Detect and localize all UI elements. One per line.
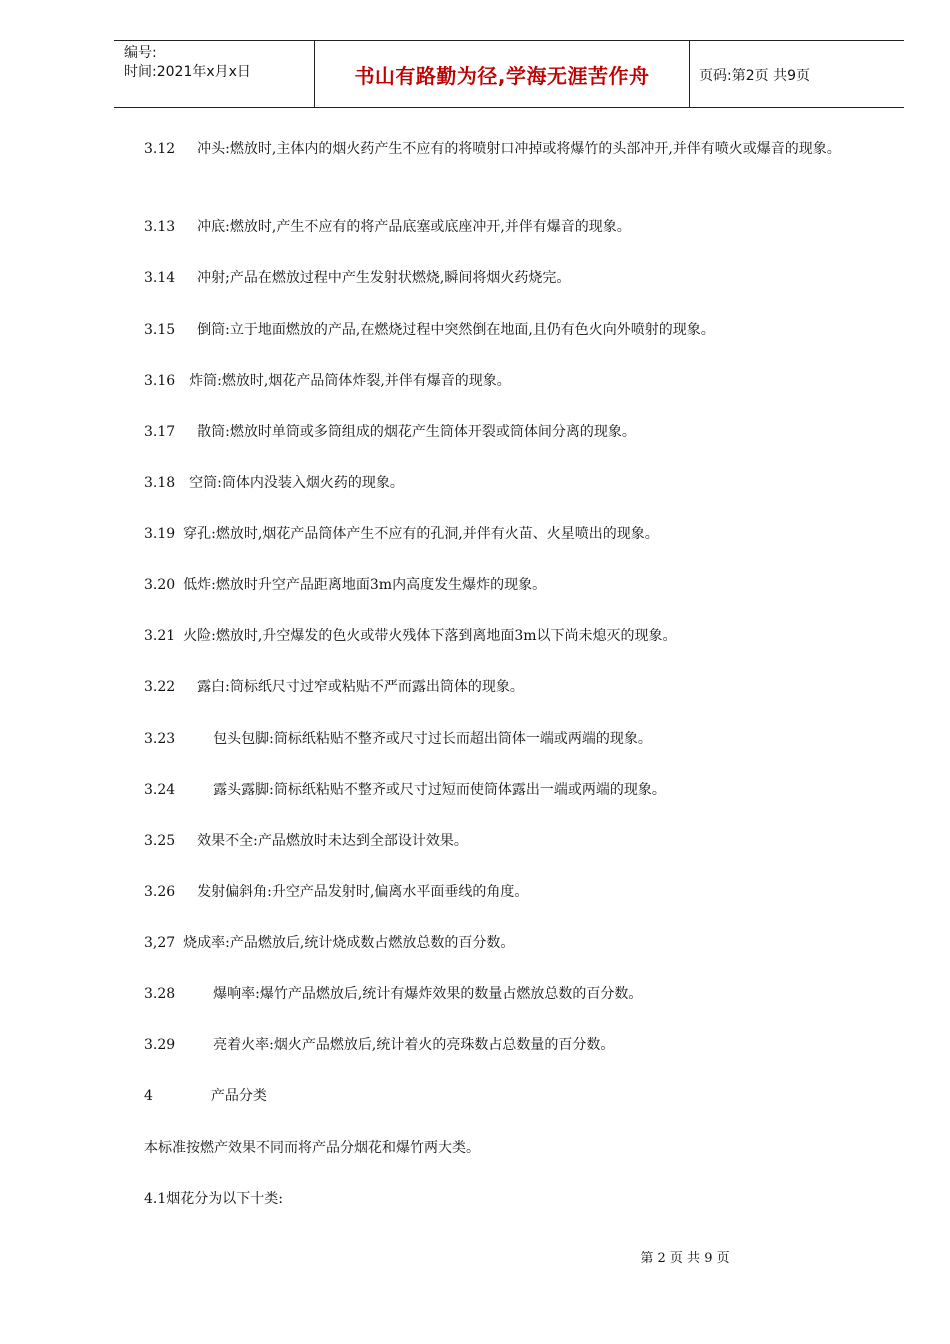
page-header	[114, 40, 904, 108]
clause-number: 4.1	[144, 1191, 167, 1207]
clause-text: 发射偏斜角:升空产品发射时,偏离水平面垂线的角度。	[197, 884, 529, 900]
clause-3-26	[144, 879, 874, 905]
clause-text: 亮着火率:烟火产品燃放后,统计着火的亮珠数占总数量的百分数。	[213, 1037, 615, 1053]
clause-text: 低炸:燃放时升空产品距离地面3m内高度发生爆炸的现象。	[183, 577, 547, 593]
clause-3-20	[144, 572, 874, 598]
section-4-intro	[144, 1135, 874, 1161]
clause-3-24	[144, 777, 874, 803]
clause-text: 冲底:燃放时,产生不应有的将产品底塞或底座冲开,并伴有爆音的现象。	[197, 219, 631, 235]
clause-3-12	[144, 136, 874, 162]
section-4-heading	[144, 1083, 874, 1109]
clause-number: 3.21	[144, 628, 176, 644]
clause-text: 爆响率:爆竹产品燃放后,统计有爆炸效果的数量占燃放总数的百分数。	[213, 986, 643, 1002]
clause-text: 冲射;产品在燃放过程中产生发射状燃烧,瞬间将烟火药烧完。	[197, 270, 571, 286]
section-title: 产品分类	[210, 1088, 267, 1104]
clause-number: 3.16	[144, 373, 176, 389]
header-meta	[114, 41, 314, 107]
clause-number: 3.26	[144, 884, 176, 900]
clause-3-27	[144, 930, 874, 956]
clause-text: 效果不全:产品燃放时未达到全部设计效果。	[197, 833, 468, 849]
clause-number: 3.29	[144, 1037, 176, 1053]
clause-3-17	[144, 419, 874, 445]
clause-3-21	[144, 623, 874, 649]
doc-time-label: 时间:2021年x月x日	[124, 64, 251, 80]
clause-text: 空筒:筒体内没装入烟火药的现象。	[189, 475, 404, 491]
clause-number: 3.15	[144, 322, 176, 338]
section-number: 4	[144, 1088, 153, 1104]
clause-number: 3.12	[144, 141, 176, 157]
clause-3-18	[144, 470, 874, 496]
clause-text: 烟花分为以下十类:	[166, 1191, 283, 1207]
clause-number: 3.18	[144, 475, 176, 491]
clause-number: 3,27	[144, 935, 176, 951]
clause-3-22	[144, 674, 874, 700]
clause-text: 火险:燃放时,升空爆发的色火或带火残体下落到离地面3m以下尚未熄灭的现象。	[183, 628, 677, 644]
clause-number: 3.23	[144, 731, 176, 747]
clause-text: 穿孔:燃放时,烟花产品筒体产生不应有的孔洞,并伴有火苗、火星喷出的现象。	[183, 526, 659, 542]
clause-number: 3.20	[144, 577, 176, 593]
clause-text: 露头露脚:筒标纸粘贴不整齐或尺寸过短而使筒体露出一端或两端的现象。	[213, 782, 666, 798]
clause-text: 炸筒:燃放时,烟花产品筒体炸裂,并伴有爆音的现象。	[189, 373, 511, 389]
clause-number: 3.14	[144, 270, 176, 286]
clause-number: 3.25	[144, 833, 176, 849]
doc-number-label: 编号:	[124, 45, 157, 61]
clause-3-23	[144, 726, 874, 752]
clause-text: 包头包脚:筒标纸粘贴不整齐或尺寸过长而超出筒体一端或两端的现象。	[213, 731, 652, 747]
clause-text: 烧成率:产品燃放后,统计烧成数占燃放总数的百分数。	[183, 935, 515, 951]
clause-number: 3.17	[144, 424, 176, 440]
header-page-label: 页码:第2页 共9页	[699, 68, 810, 84]
clause-3-29	[144, 1032, 874, 1058]
clause-4-1	[144, 1186, 874, 1212]
header-motto-cell	[314, 41, 690, 107]
clause-3-16	[144, 368, 874, 394]
clause-number: 3.19	[144, 526, 176, 542]
clause-3-19	[144, 521, 874, 547]
page-footer: 第 2 页 共 9 页	[640, 1251, 730, 1266]
clause-3-25	[144, 828, 874, 854]
clause-3-28	[144, 981, 874, 1007]
clause-number: 3.28	[144, 986, 176, 1002]
clause-number: 3.22	[144, 679, 176, 695]
paragraph-text: 本标准按燃产效果不同而将产品分烟花和爆竹两大类。	[144, 1140, 480, 1156]
clause-number: 3.13	[144, 219, 176, 235]
clause-3-15	[144, 317, 874, 343]
clause-text: 倒筒:立于地面燃放的产品,在燃烧过程中突然倒在地面,且仍有色火向外喷射的现象。	[197, 322, 715, 338]
header-motto: 书山有路勤为径,学海无涯苦作舟	[354, 63, 650, 88]
clause-text: 冲头:燃放时,主体内的烟火药产生不应有的将喷射口冲掉或将爆竹的头部冲开,并伴有喷火或爆音的现象。	[197, 141, 841, 157]
clause-number: 3.24	[144, 782, 176, 798]
clause-3-14	[144, 265, 874, 291]
clause-text: 散筒:燃放时单筒或多筒组成的烟花产生筒体开裂或筒体间分离的现象。	[197, 424, 636, 440]
clause-text: 露白:筒标纸尺寸过窄或粘贴不严而露出筒体的现象。	[197, 679, 524, 695]
clause-3-13	[144, 214, 874, 240]
